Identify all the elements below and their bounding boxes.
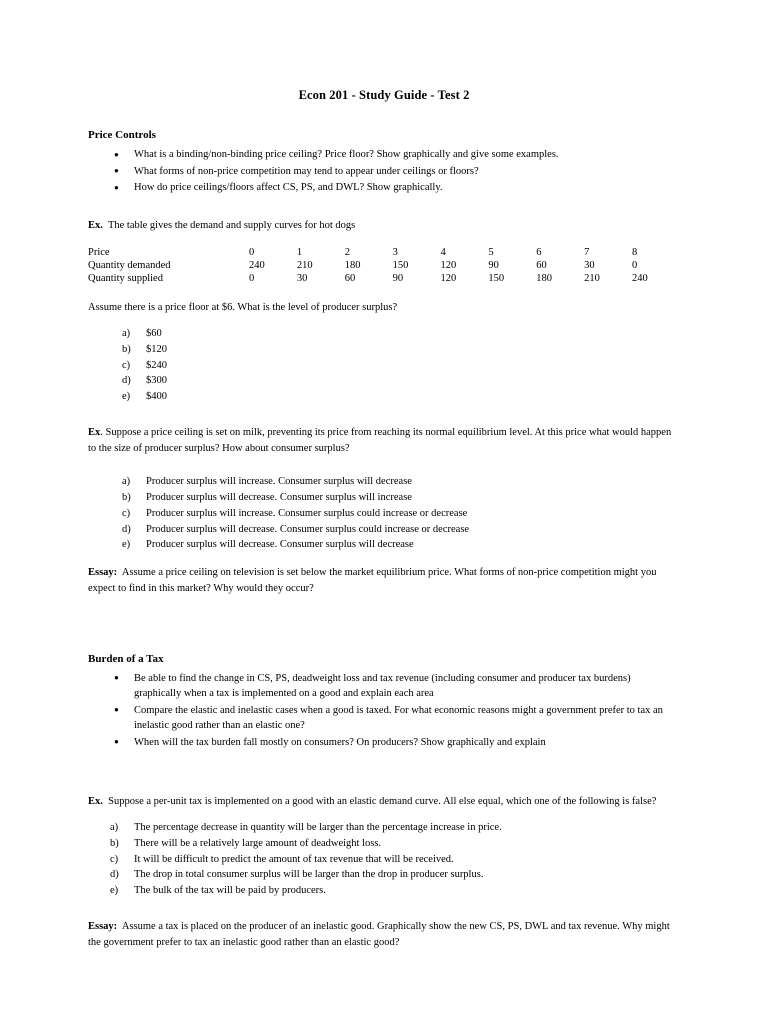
list-item bbox=[88, 342, 680, 358]
example-label: Ex. bbox=[88, 219, 103, 231]
cell: 120 bbox=[440, 273, 457, 285]
cell: 4 bbox=[440, 247, 446, 259]
cell: 7 bbox=[584, 247, 590, 259]
cell: 1 bbox=[296, 247, 303, 259]
cell: 150 bbox=[392, 260, 409, 272]
choice-marker: c) bbox=[110, 853, 119, 865]
example-2-intro bbox=[88, 425, 680, 457]
choice-text: $240 bbox=[146, 359, 167, 371]
demand-supply-table bbox=[88, 247, 680, 286]
choice-marker: a) bbox=[122, 476, 131, 488]
cell: 180 bbox=[536, 273, 553, 285]
cell: 8 bbox=[632, 247, 638, 259]
cell: 6 bbox=[536, 247, 542, 259]
choices-example-1 bbox=[88, 326, 680, 405]
table-row bbox=[88, 260, 680, 273]
choice-text: $120 bbox=[146, 343, 167, 355]
essay-burden-of-a-tax bbox=[88, 919, 680, 951]
choice-text: Producer surplus will decrease. Consumer surplus will decrease bbox=[146, 539, 414, 551]
list-item bbox=[88, 836, 680, 852]
choice-text: $400 bbox=[146, 391, 167, 403]
cell: 90 bbox=[488, 260, 499, 272]
cell: 2 bbox=[344, 247, 351, 259]
list-item bbox=[88, 852, 680, 868]
cell: 120 bbox=[440, 260, 457, 272]
cell: 3 bbox=[392, 247, 398, 259]
choice-text: It will be difficult to predict the amount of tax revenue that will be received. bbox=[134, 853, 454, 865]
cell: 0 bbox=[249, 273, 255, 285]
cell: 240 bbox=[632, 273, 648, 285]
choices-example-3 bbox=[88, 820, 680, 899]
cell: 60 bbox=[536, 260, 547, 272]
example-1-question: Assume there is a price floor at $6. What is the level of producer surplus? bbox=[88, 302, 398, 314]
essay-price-controls bbox=[88, 565, 680, 597]
choice-marker: d) bbox=[122, 375, 131, 387]
list-item bbox=[88, 867, 680, 883]
cell: 210 bbox=[584, 273, 600, 285]
choice-marker: a) bbox=[122, 328, 131, 340]
cell: 30 bbox=[584, 260, 595, 272]
choice-marker: e) bbox=[122, 391, 131, 403]
choice-marker: c) bbox=[122, 359, 131, 371]
cell: 0 bbox=[249, 247, 255, 259]
choice-text: Producer surplus will increase. Consumer surplus could increase or decrease bbox=[146, 507, 468, 519]
essay-label: Essay: bbox=[88, 567, 118, 579]
section-heading-price-controls: Price Controls bbox=[88, 129, 156, 141]
list-item bbox=[88, 326, 680, 342]
choice-text: The bulk of the tax will be paid by producers. bbox=[134, 885, 326, 896]
cell: 210 bbox=[296, 260, 313, 272]
list-item: ● What forms of non-price competition may tend to appear under ceilings or floors? bbox=[88, 164, 680, 180]
choice-marker: e) bbox=[110, 885, 119, 896]
essay-label: Essay: bbox=[88, 920, 118, 932]
list-item: ● When will the tax burden fall mostly on consumers? On producers? Show graphically and explain bbox=[88, 735, 680, 751]
list-item bbox=[88, 883, 680, 899]
choice-text: Producer surplus will increase. Consumer surplus will decrease bbox=[146, 476, 412, 488]
choice-text: $300 bbox=[146, 375, 167, 387]
example-text: . Suppose a price ceiling is set on milk, preventing its price from reaching its normal equilibrium level. At this price what would happen to the size of producer surplus? How about consumer surplus? bbox=[88, 426, 672, 454]
table-row bbox=[88, 273, 680, 286]
row-label: Quantity supplied bbox=[88, 273, 163, 285]
cell: 180 bbox=[344, 260, 361, 272]
choice-marker: c) bbox=[122, 507, 131, 519]
choice-marker: a) bbox=[110, 822, 119, 833]
list-item: ● Compare the elastic and inelastic cases when a good is taxed. For what economic reasons might a government prefer to tax an inelastic good rather than an elastic one? bbox=[88, 703, 680, 734]
cell: 60 bbox=[344, 273, 356, 285]
bullet-list-price-controls bbox=[88, 147, 680, 196]
table-row bbox=[88, 247, 680, 260]
example-1-intro bbox=[88, 218, 680, 234]
list-item bbox=[88, 522, 680, 538]
choice-text: The percentage decrease in quantity will be larger than the percentage increase in price. bbox=[134, 822, 502, 833]
cell: 150 bbox=[488, 273, 505, 285]
choice-marker: b) bbox=[122, 343, 131, 355]
list-item: ● Be able to find the change in CS, PS, deadweight loss and tax revenue (including consumer and producer tax burdens) graphically when a tax is implemented on a good and explain each area bbox=[88, 671, 680, 702]
choice-text: Producer surplus will decrease. Consumer surplus will increase bbox=[146, 492, 412, 504]
cell: 5 bbox=[488, 247, 494, 259]
list-item bbox=[88, 373, 680, 389]
example-label: Ex bbox=[88, 426, 101, 438]
list-item: ● What is a binding/non-binding price ceiling? Price floor? Show graphically and give some examples. bbox=[88, 147, 680, 163]
row-label: Quantity demanded bbox=[88, 260, 171, 272]
choice-text: Producer surplus will decrease. Consumer surplus could increase or decrease bbox=[146, 523, 470, 535]
essay-text: Assume a tax is placed on the producer of an inelastic good. Graphically show the new CS, PS, DWL and tax revenue. Why might the government prefer to tax an inelastic good rather than an elastic good? bbox=[88, 920, 670, 948]
choice-marker: d) bbox=[110, 869, 119, 881]
cell: 90 bbox=[392, 273, 404, 285]
essay-text: Assume a price ceiling on television is set below the market equilibrium price. What forms of non-price competition might you expect to find in this market? Why would they occur? bbox=[88, 567, 657, 594]
list-item bbox=[88, 389, 680, 405]
list-item bbox=[88, 358, 680, 374]
choice-marker: d) bbox=[122, 523, 131, 535]
cell: 240 bbox=[249, 260, 265, 272]
choice-text: The drop in total consumer surplus will be larger than the drop in producer surplus. bbox=[134, 869, 484, 881]
list-item bbox=[88, 820, 680, 836]
list-item bbox=[88, 506, 680, 522]
choice-text: There will be a relatively large amount of deadweight loss. bbox=[134, 837, 382, 849]
list-item bbox=[88, 474, 680, 490]
list-item: ● How do price ceilings/floors affect CS, PS, and DWL? Show graphically. bbox=[88, 180, 680, 196]
example-text: Suppose a per-unit tax is implemented on a good with an elastic demand curve. All else equal, which one of the following is false? bbox=[108, 796, 657, 808]
example-3-intro bbox=[88, 794, 680, 810]
row-label: Price bbox=[88, 247, 110, 259]
example-label: Ex. bbox=[88, 796, 103, 808]
choice-text: $60 bbox=[146, 328, 162, 340]
choice-marker: e) bbox=[122, 539, 131, 551]
cell: 0 bbox=[632, 260, 638, 272]
choices-example-2 bbox=[88, 474, 680, 553]
list-item bbox=[88, 490, 680, 506]
choice-marker: b) bbox=[122, 492, 131, 504]
list-item bbox=[88, 537, 680, 553]
cell: 30 bbox=[296, 273, 308, 285]
example-text: The table gives the demand and supply curves for hot dogs bbox=[107, 219, 356, 231]
choice-marker: b) bbox=[110, 837, 119, 849]
section-heading-burden-of-a-tax: Burden of a Tax bbox=[88, 652, 164, 665]
bullet-list-burden-of-a-tax bbox=[88, 671, 680, 751]
page-title: Econ 201 - Study Guide - Test 2 bbox=[298, 88, 470, 102]
